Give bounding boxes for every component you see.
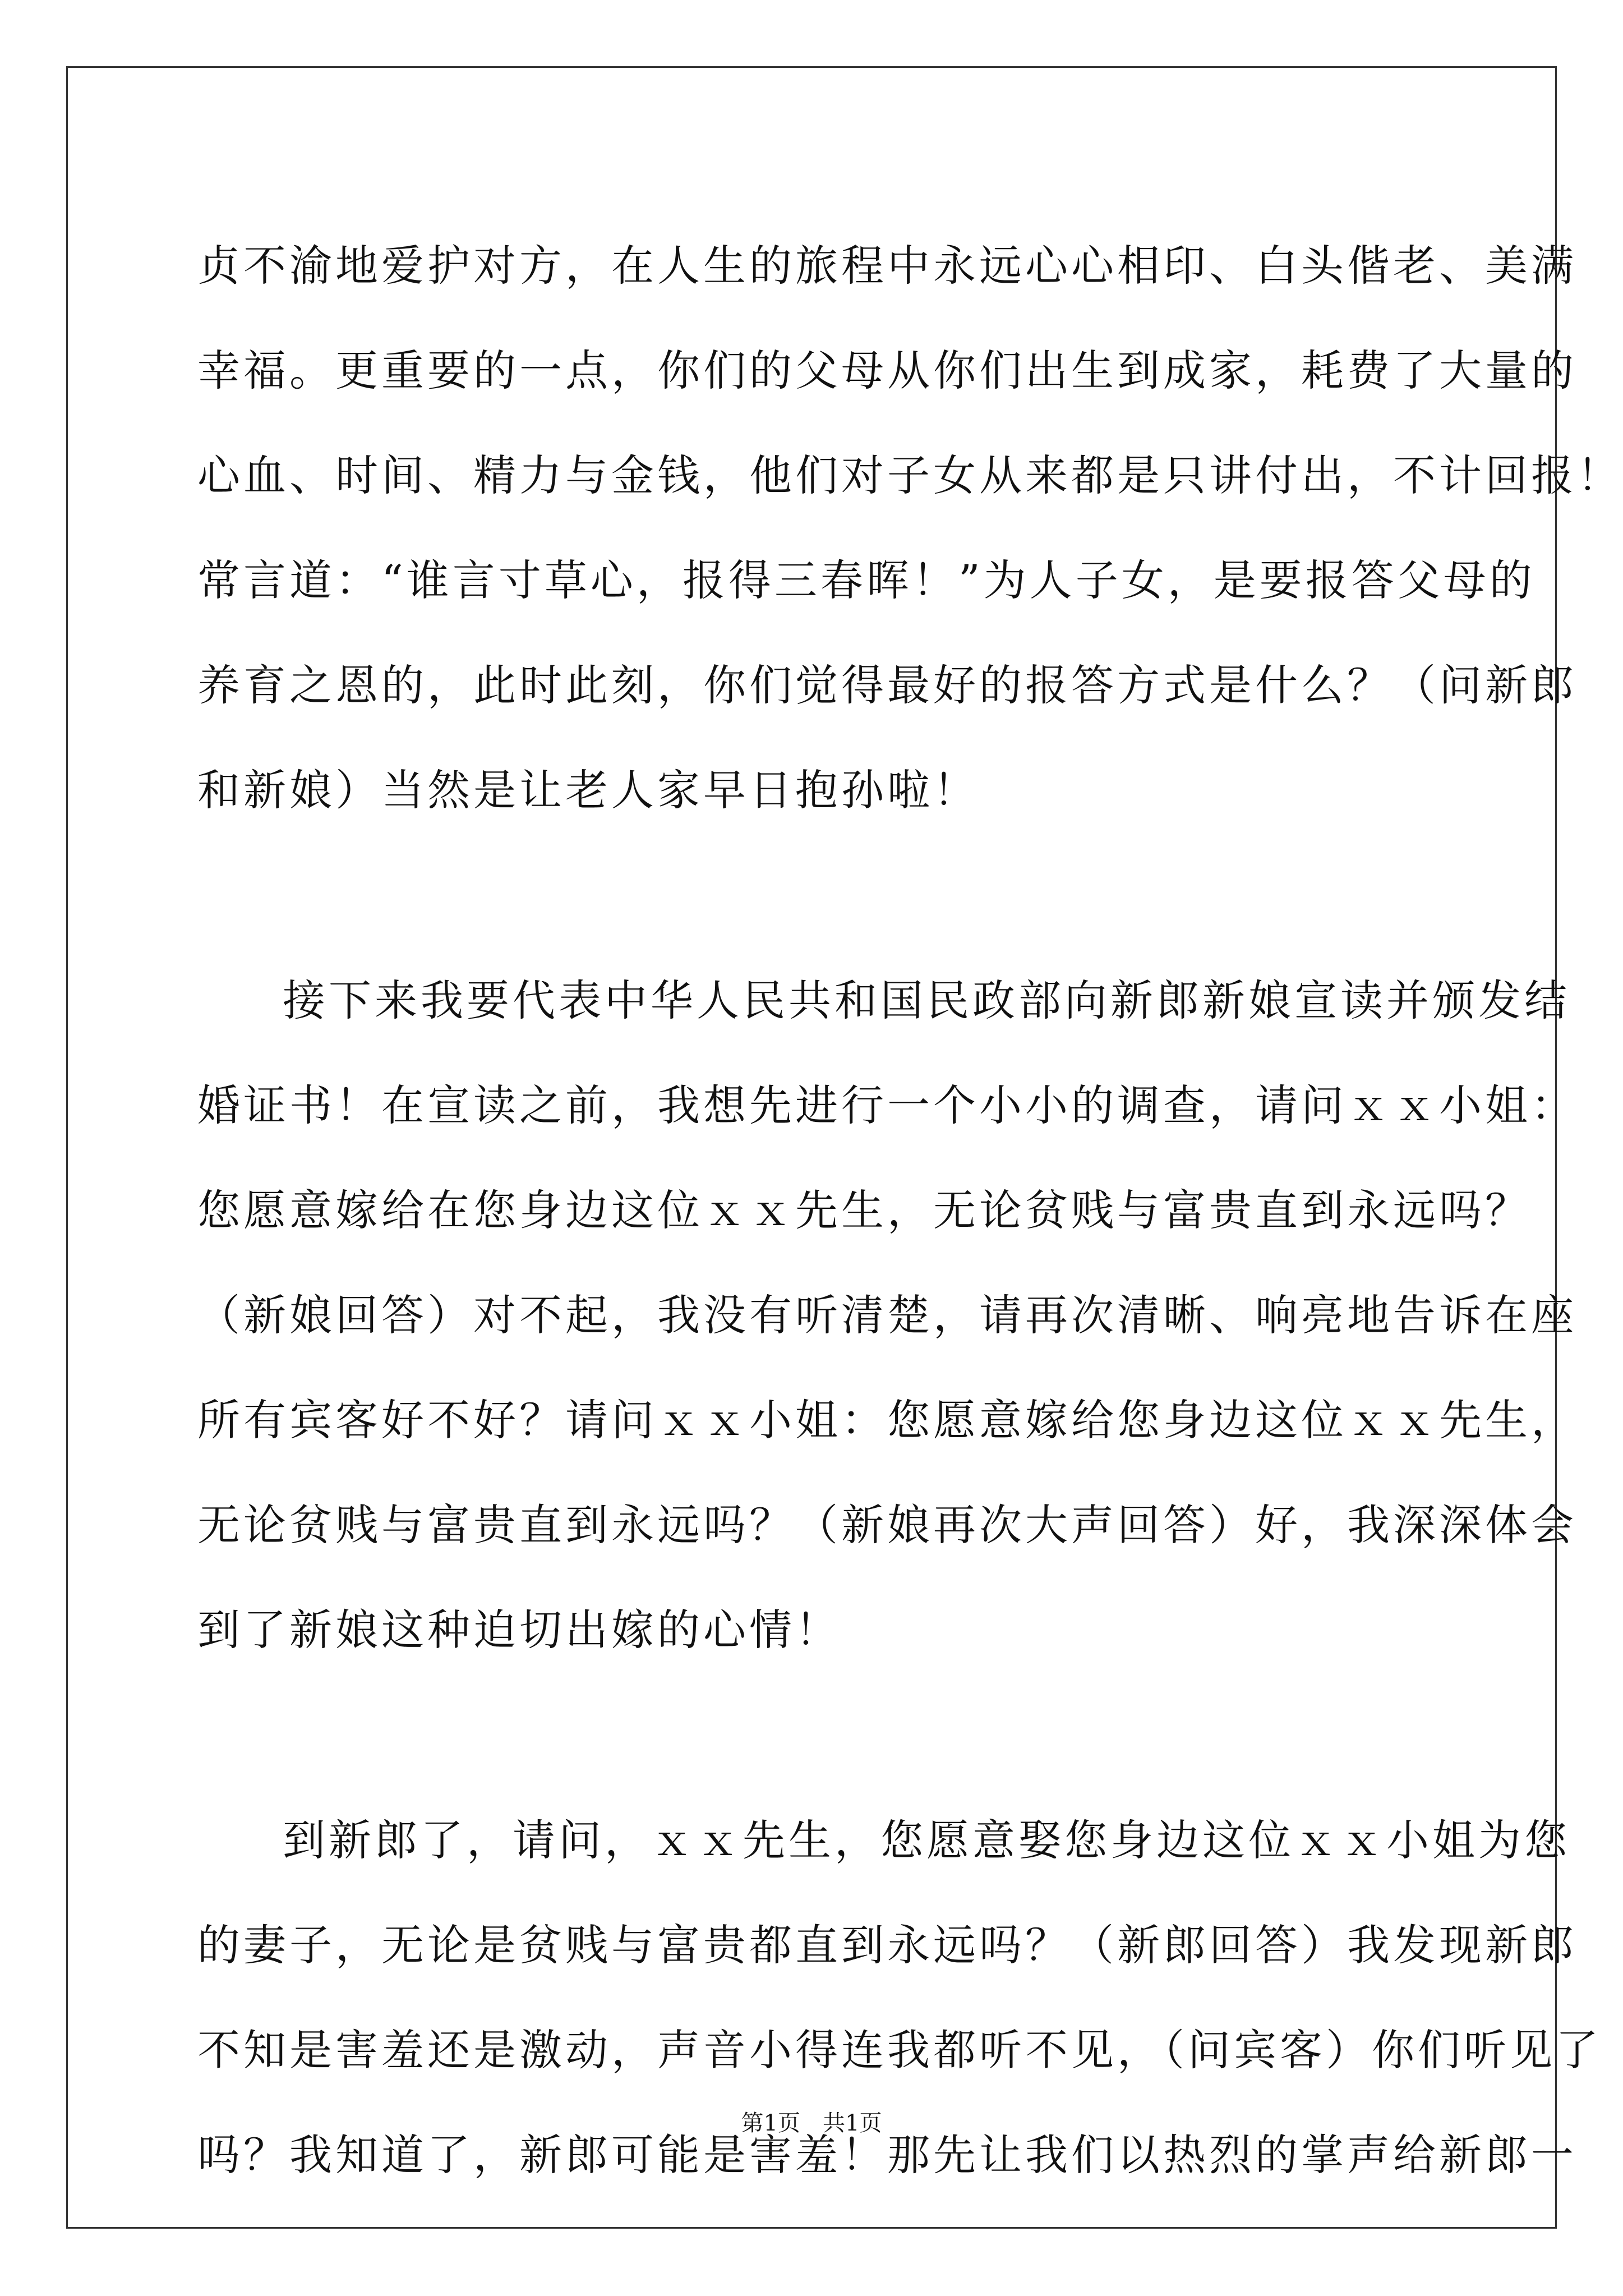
text-line: 无论贫贱与富贵直到永远吗？（新娘再次大声回答）好，我深深体会 (197, 1500, 1577, 1550)
text-line: 幸福。更重要的一点，你们的父母从你们出生到成家，耗费了大量的 (197, 346, 1577, 395)
paragraph-gap (197, 843, 1426, 948)
text-line: 的妻子，无论是贫贱与富贵都直到永远吗？（新郎回答）我发现新郎 (197, 1920, 1577, 1970)
paragraph-3 (197, 1788, 1602, 2207)
paragraph-2 (197, 948, 1577, 1682)
paragraph-gap (197, 1682, 1426, 1788)
text-line: 和新娘）当然是让老人家早日抱孙啦！ (197, 765, 979, 815)
document-body (197, 213, 1623, 2207)
page-number-footer: 第1页 共1页 (741, 2110, 882, 2136)
text-line: 不知是害羞还是激动，声音小得连我都听不见，（问宾客）你们听见了 (197, 2025, 1602, 2075)
text-line: 常言道：“谁言寸草心，报得三春晖！”为人子女，是要报答父母的 (197, 555, 1536, 605)
text-line: （新娘回答）对不起，我没有听清楚，请再次清晰、响亮地告诉在座 (197, 1290, 1577, 1340)
text-line: 心血、时间、精力与金钱，他们对子女从来都是只讲付出，不计回报！ (197, 450, 1623, 500)
text-line: 接下来我要代表中华人民共和国民政部向新郎新娘宣读并颁发结 (283, 976, 1570, 1025)
text-line: 您愿意嫁给在您身边这位ｘｘ先生，无论贫贱与富贵直到永远吗？ (197, 1185, 1531, 1235)
text-line: 贞不渝地爱护对方，在人生的旅程中永远心心相印、白头偕老、美满 (197, 241, 1577, 291)
paragraph-1 (197, 213, 1623, 843)
text-line: 到了新娘这种迫切出嫁的心情！ (197, 1605, 841, 1655)
text-line: 所有宾客好不好？请问ｘｘ小姐：您愿意嫁给您身边这位ｘｘ先生， (197, 1395, 1577, 1445)
text-line: 到新郎了，请问，ｘｘ先生，您愿意娶您身边这位ｘｘ小姐为您 (283, 1815, 1570, 1865)
text-line: 婚证书！在宣读之前，我想先进行一个小小的调查，请问ｘｘ小姐： (197, 1080, 1577, 1130)
text-line: 养育之恩的，此时此刻，你们觉得最好的报答方式是什么？（问新郎 (197, 660, 1577, 710)
text-line: 吗？我知道了，新郎可能是害羞！那先让我们以热烈的掌声给新郎一 (197, 2130, 1577, 2180)
